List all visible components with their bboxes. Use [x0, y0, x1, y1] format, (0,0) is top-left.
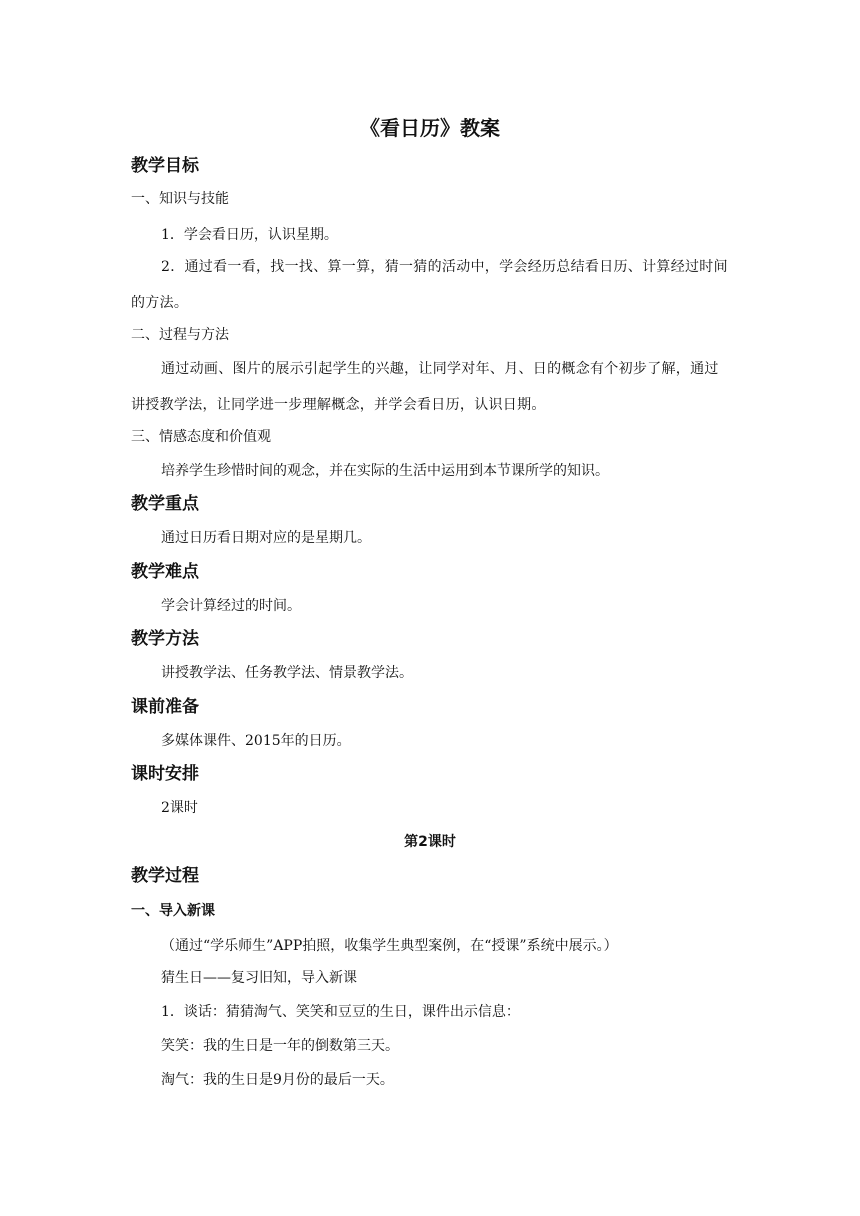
- lesson-label: 第2课时: [404, 834, 456, 850]
- process-line-5: 淘气：我的生日是9月份的最后一天。: [161, 1072, 394, 1088]
- goals-section-2-text: 通过动画、图片的展示引起学生的兴趣，让同学对年、月、日的概念有个初步了解，通过讲授教学法，让同学进一步理解概念，并学会看日历，认识日期。: [131, 361, 719, 413]
- goals-section-1-title: 一、知识与技能: [131, 191, 229, 207]
- heading-difficulty: 教学难点: [131, 562, 199, 582]
- preparation-text: 多媒体课件、2015年的日历。: [161, 733, 351, 749]
- process-line-1: （通过“学乐师生”APP拍照，收集学生典型案例，在“授课”系统中展示。）: [161, 938, 618, 954]
- process-line-3: 1．谈话：猜猜淘气、笑笑和豆豆的生日，课件出示信息：: [161, 1004, 520, 1020]
- process-line-4: 笑笑：我的生日是一年的倒数第三天。: [161, 1038, 399, 1054]
- schedule-text: 2课时: [161, 800, 198, 816]
- goals-section-1-item-2: 2．通过看一看，找一找、算一算，猜一猜的活动中，学会经历总结看日历、计算经过时间的方法。: [131, 259, 728, 311]
- heading-schedule: 课时安排: [131, 764, 199, 784]
- goals-section-1-item-1: 1．学会看日历，认识星期。: [161, 227, 338, 243]
- goals-section-3-text: 培养学生珍惜时间的观念，并在实际的生活中运用到本节课所学的知识。: [161, 463, 609, 479]
- document-title: 《看日历》教案: [360, 116, 500, 140]
- process-section-1-title: 一、导入新课: [131, 903, 215, 919]
- goals-section-3-title: 三、情感态度和价值观: [131, 429, 271, 445]
- heading-preparation: 课前准备: [131, 697, 199, 717]
- method-text: 讲授教学法、任务教学法、情景教学法。: [161, 665, 413, 681]
- process-line-2: 猜生日——复习旧知，导入新课: [161, 970, 357, 986]
- key-point-text: 通过日历看日期对应的是星期几。: [161, 530, 371, 546]
- goals-section-2-title: 二、过程与方法: [131, 327, 229, 343]
- difficulty-text: 学会计算经过的时间。: [161, 598, 301, 614]
- heading-process: 教学过程: [131, 866, 199, 886]
- heading-goals: 教学目标: [131, 156, 199, 176]
- heading-key-point: 教学重点: [131, 494, 199, 514]
- heading-method: 教学方法: [131, 629, 199, 649]
